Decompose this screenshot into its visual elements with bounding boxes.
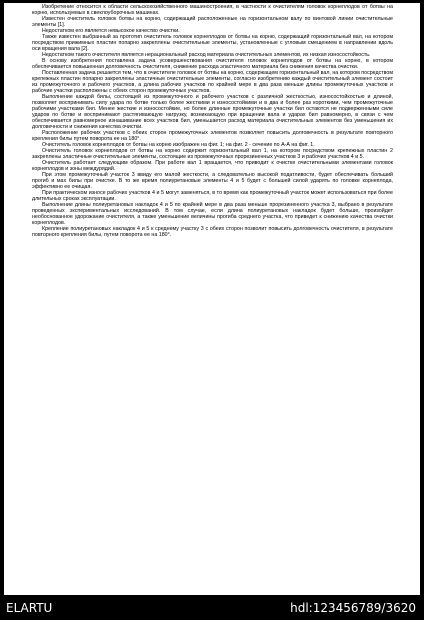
paragraph: В основу изобретения поставлена задача усовершенствования очистителя головок корнеплодов от ботвы на корню, в котором обеспечивается повышенная долговечность очистителя, снижение расхода эластичного материала без снижения качества очистки.	[32, 58, 393, 70]
footer-site-label: ELARTU	[6, 600, 53, 615]
paragraph: Крепление полиуретановых накладок 4 и 5 к среднему участку 3 с обеих сторон позволит повысить долговечность очистителя, в результате повторного крепления билы, путем поворота ее на 180°.	[32, 226, 393, 238]
paragraph: Изобретение относится к области сельскохозяйственного машиностроения, в частности к очистителям головок корнеплодов от ботвы на корню, используемых в свеклоуборочных машинах.	[32, 4, 393, 16]
paragraph: Также известен выбранный за прототип очиститель головок корнеплодов от ботвы на корню, содержащий горизонтальный вал, на котором посредством прижимных пластин попарно закреплены очистительные элементы, установленные с угловым смещением в направлении вдоль оси вращения вала [2].	[32, 34, 393, 52]
paragraph: При этом промежуточный участок 3 ввиду его малой жесткости, а следовательно высокой податливости, будет обеспечивать больший прогиб и мах билы при очистке. В то же время полиуретановые элементы 4 и 5 будет с большей силой ударять по головке корнеплода, эффективно ее очищая.	[32, 172, 393, 190]
paragraph: Поставленная задача решается тем, что в очистителе головок от ботвы на корню, содержащем горизонтальный вал, на котором посредством крепежных пластин попарно закреплены эластичные очистительные элементы, согласно изобретению каждый очистительный элемент состоит из промежуточного и рабочего участков, а длина рабочих участков по крайней мере в два раза меньше длины промежуточных участков и рабочие участки расположены с обеих сторон промежуточных участков.	[32, 70, 393, 94]
paragraph: Выполнение каждой билы, состоящей из промежуточного и рабочего участков с различной жесткостью, износостойкостью и длиной, позволяет воспринимать силу удара по ботве только более жесткими и износостойкими и в два и более раз короткими, чем промежуточные рабочими участками бил. Менее жесткие и износостойкие, но более длинные промежуточные участки бил остаются не подверженными силе ударов по ботве и воспринимают растягивающую нагрузку, возникающую при вращении вала и ударах бил равномерно, в связи с чем обеспечивается равномерное изнашивание всех участков бил, уменьшается расход материала очистительных элементов без уменьшения их долговечности и снижения качества очистки.	[32, 94, 393, 130]
paragraph: Известен очиститель головок ботвы на корню, содержащий расположенные на горизонтальном валу по винтовой линии очистительные элементы [1].	[32, 16, 393, 28]
document-page	[4, 3, 420, 595]
paragraph: При практическом износе рабочих участков 4 и 5 могут заменяться, в то время как промежуточный участок может использоваться при более длительных сроках эксплуатации.	[32, 190, 393, 202]
document-body	[32, 3, 393, 238]
paragraph: Очиститель головок корнеплодов от ботвы на корню содержит горизонтальный вал 1, на котором посредством крепежных пластин 2 закреплены эластичные очистительные элементы, состоящие из промежуточных прорезиненных участков 3 и рабочих участков 4 и 5.	[32, 148, 393, 160]
paragraph: Недостатком его является невысокое качество очистки.	[42, 28, 180, 34]
paragraph: Недостатком такого очистителя является нерациональный расход материала очистительных элементов, их низкая износостойкость.	[42, 52, 371, 58]
paragraph: Расположение рабочих участков с обеих сторон промежуточных элементов позволяет повысить долговечность в результате повторного крепления билы путем поворота ее на 180°.	[32, 130, 393, 142]
paragraph: Очиститель работает следующим образом. При работе вал 1 вращается, что приводит к очистке очистительными элементами головок корнеплодов и зоны междурядий.	[32, 160, 393, 172]
footer-handle-label: hdl:123456789/3620	[290, 600, 416, 615]
footer-bar	[0, 595, 424, 620]
paragraph: Выполнение длины полиуретановых накладок 4 и 5 по крайней мере в два раза меньше прорезиненного участка 3, выбрано в результате проведенных экспериментальных исследований. В том случае, если длина полиуретановых накладок будет больше, произойдет необоснованное удорожание очистителя, а также уменьшение величины прогиба среднего участка, что приведет к снижению качества очистки корнеплодов.	[32, 202, 393, 226]
paragraph: Очиститель головок корнеплодов от ботвы на корню изображен на фиг. 1; на фиг. 2 - сечение по А-А на фиг. 1.	[42, 142, 315, 148]
